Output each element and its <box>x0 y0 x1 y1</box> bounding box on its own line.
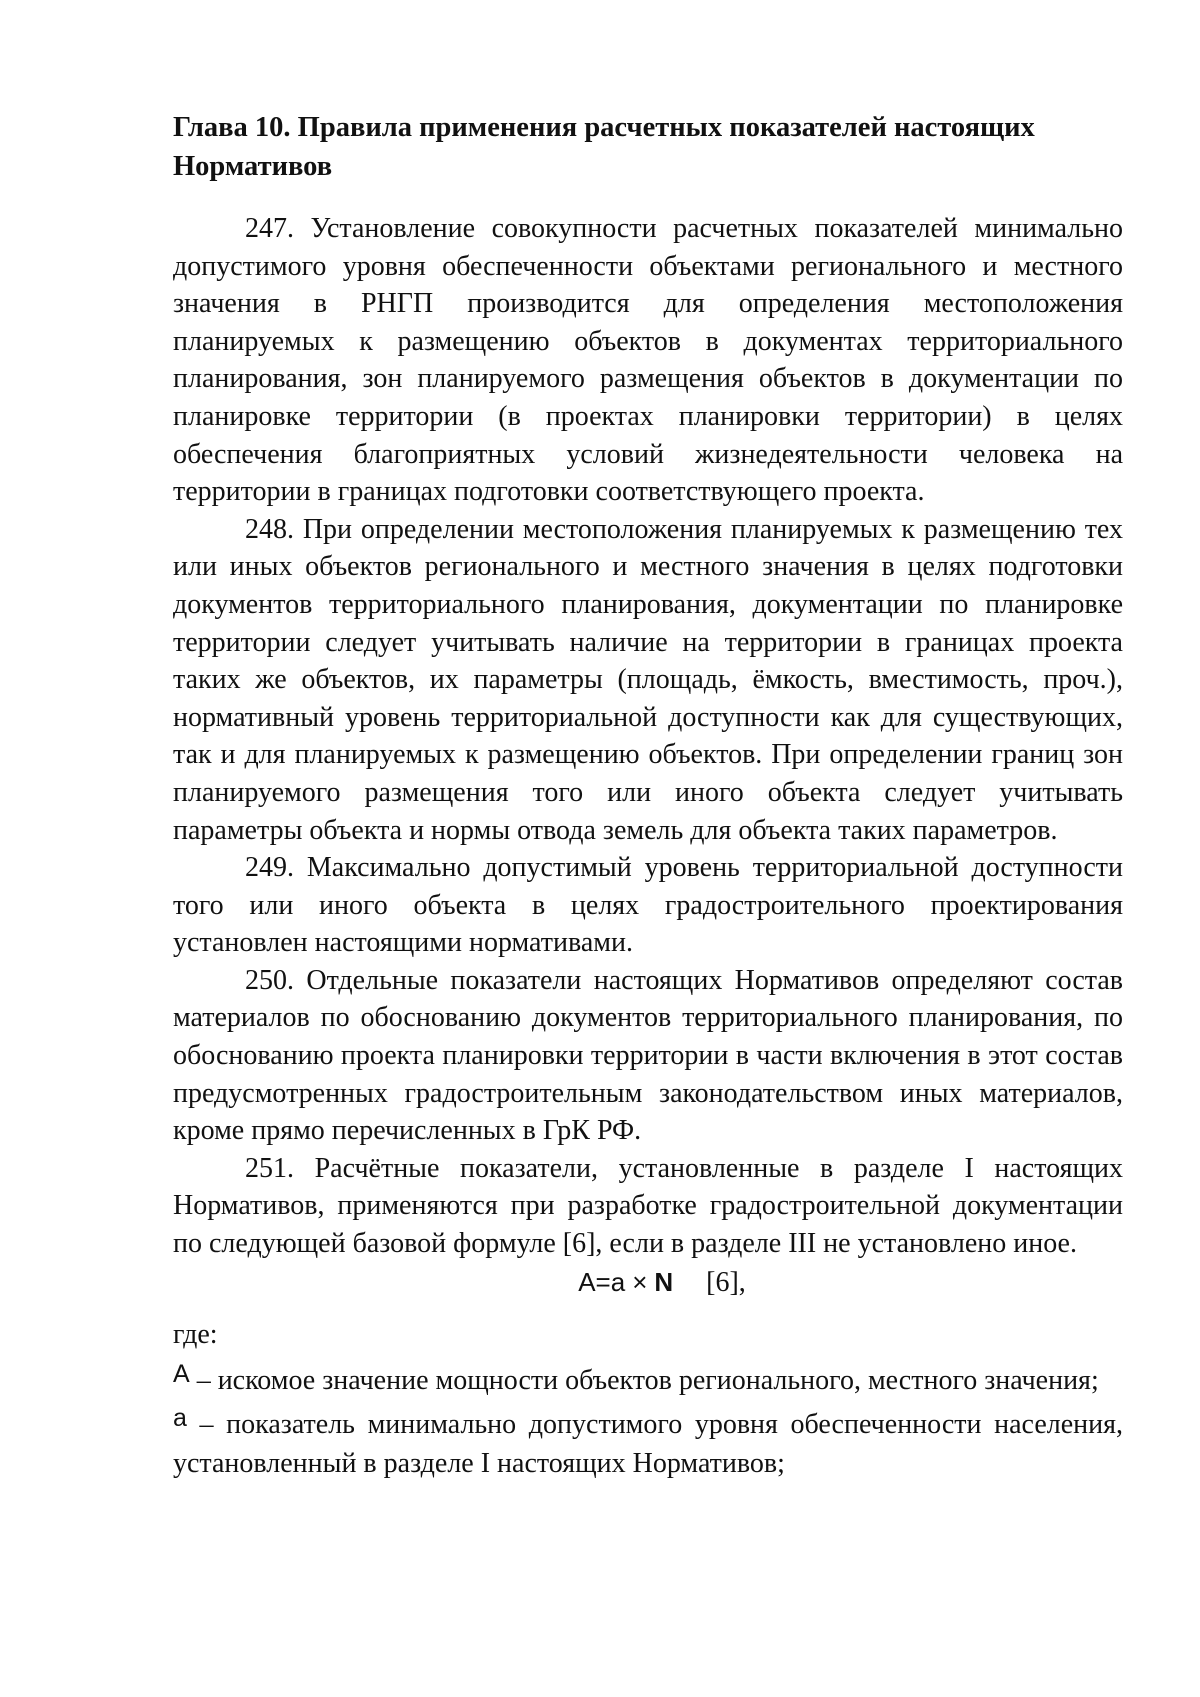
formula-operator: × <box>632 1266 648 1297</box>
paragraph-250: 250. Отдельные показатели настоящих Нормативов определяют состав материалов по обоснованию документов территориального планирования, по обоснованию проекта планировки территории в части включения в этот состав предусмотренных градостроительным законодательством иных материалов, кроме прямо перечисленных в ГрК РФ. <box>173 964 1123 1147</box>
definition-text: – показатель минимально допустимого уровня обеспеченности населения, установленный в разделе I настоящих Нормативов; <box>173 1409 1123 1479</box>
paragraph-249: 249. Максимально допустимый уровень территориальной доступности того или иного объекта в целях градостроительного проектирования установлен настоящими нормативами. <box>173 852 1123 959</box>
paragraph-247: 247. Установление совокупности расчетных показателей минимально допустимого уровня обеспеченности объектами регионального и местного значения в РНГП производится для определения местоположения планируемых к размещению объектов в документах территориального планирования, зон планируемого размещения объектов в документации по планировке территории (в проектах планировки территории) в целях обеспечения благоприятных условий жизнедеятельности человека на территории в границах подготовки соответствующего проекта. <box>173 213 1123 508</box>
definition-symbol: A <box>173 1359 190 1388</box>
base-formula <box>173 1263 1123 1302</box>
definition-a <box>173 1406 1123 1482</box>
paragraph-248: 248. При определении местоположения планируемых к размещению тех или иных объектов регионального и местного значения в целях подготовки документов территориального планирования, документации по планировке территории следует учитывать наличие на территории в границах проекта таких же объектов, их параметры (площадь, ёмкость, вместимость, проч.), нормативный уровень территориальной доступности как для существующих, так и для планируемых к размещению объектов. При определении границ зон планируемого размещения того или иного объекта следует учитывать параметры объекта и нормы отвода земель для объекта таких параметров. <box>173 513 1123 846</box>
definition-A <box>173 1359 1123 1401</box>
definition-text: – искомое значение мощности объектов регионального, местного значения; <box>189 1364 1099 1396</box>
chapter-title: Глава 10. Правила применения расчетных показателей настоящих Нормативов <box>173 112 1035 182</box>
where-label: где: <box>173 1318 218 1350</box>
formula-reference: [6], <box>706 1266 746 1298</box>
formula-rhs: N <box>654 1266 674 1297</box>
definition-symbol: a <box>173 1404 187 1433</box>
formula-lhs: A=a <box>578 1266 626 1297</box>
document-page <box>173 108 1123 1488</box>
paragraph-251: 251. Расчётные показатели, установленные в разделе I настоящих Нормативов, применяются при разработке градостроительной документации по следующей базовой формуле [6], если в разделе III не установлено иное. <box>173 1152 1123 1260</box>
